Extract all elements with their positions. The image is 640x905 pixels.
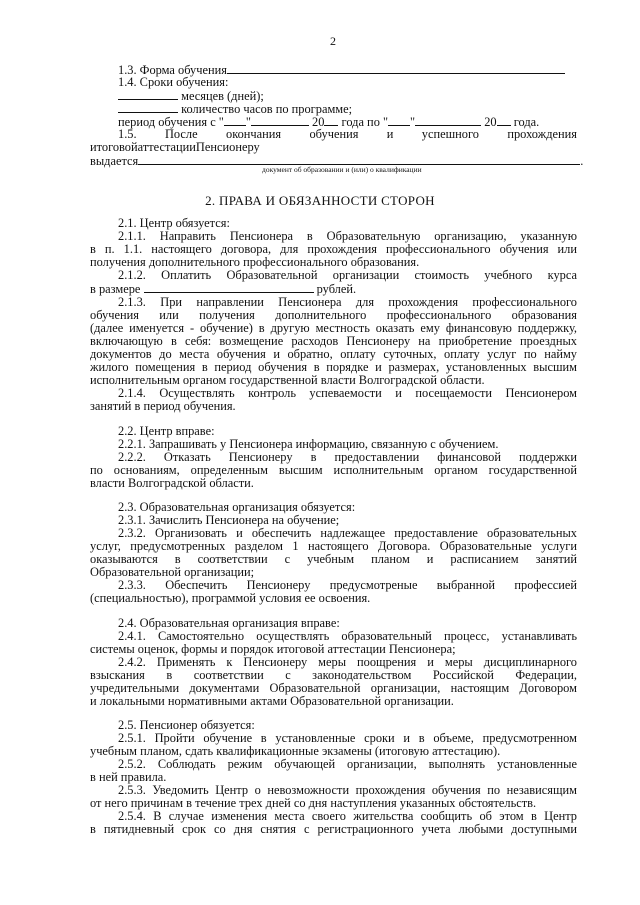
text-line: в ней правила. — [90, 770, 167, 784]
page-number: 2 — [330, 34, 336, 48]
text-line: получения дополнительного профессионального образования. — [90, 255, 420, 269]
text-line: 2.1.4. Осуществлять контроль успеваемости и посещаемости Пенсионером — [118, 386, 577, 400]
text-line: 2.5.4. В случае изменения места своего жительства сообщить об этом в Центр — [118, 809, 577, 823]
text-line: (специальностью), программой условия ее освоения. — [90, 591, 371, 605]
text-line: 2.2.2. Отказать Пенсионеру в предоставлении финансовой поддержки — [118, 450, 577, 464]
text-line: 2.4.1. Самостоятельно осуществлять образовательный процесс, устанавливать — [118, 629, 577, 643]
period-text: " — [410, 115, 416, 129]
months-blank — [118, 88, 178, 100]
course-cost-line — [90, 281, 356, 296]
cost-label: в размере — [90, 282, 141, 296]
period-year-from-blank — [324, 114, 338, 126]
text-line: власти Волгоградской области. — [90, 476, 254, 490]
section-title: 2. ПРАВА И ОБЯЗАННОСТИ СТОРОН — [205, 193, 435, 208]
hours-blank — [118, 101, 178, 113]
text-line: 2.1.1. Направить Пенсионера в Образовательную организацию, указанную — [118, 229, 577, 243]
text-line: 2.1.2. Оплатить Образовательной организации стоимость учебного курса — [118, 268, 577, 282]
text-line: 2.1.3. При направлении Пенсионера для прохождения профессионального — [118, 295, 577, 309]
clause-1-5-line: 1.5. После окончания обучения и успешного прохождения — [118, 127, 577, 141]
text-line: 2.1. Центр обязуется: — [118, 216, 230, 230]
cost-unit: рублей. — [316, 282, 357, 296]
text-line: учредительными документами Образовательной организации, настоящим Договором — [90, 681, 577, 695]
text-line: занятий в период обучения. — [90, 399, 236, 413]
terms-heading: 1.4. Сроки обучения: — [118, 75, 229, 89]
text-line: оказываются в соответствии с учебным планом и расписанием занятий — [90, 552, 577, 566]
text-line: услуг, предусмотренных разделом 1 настоящего Договора. Образовательные услуги — [90, 539, 577, 553]
period-text: года по " — [341, 115, 389, 129]
text-line: 2.4. Образовательная организация вправе: — [118, 616, 340, 630]
text-line: в п. 1.1. настоящего договора, для прохождения профессионального обучения или — [90, 242, 577, 256]
document-blank — [138, 153, 580, 165]
text-line: учебным планом, сдать квалификационные экзамены (итоговую аттестацию). — [90, 744, 501, 758]
hours-label: количество часов по программе; — [181, 102, 353, 116]
months-label: месяцев (дней); — [181, 89, 264, 103]
text-line: 2.3. Образовательная организация обязуется: — [118, 500, 356, 514]
text-line: по основаниям, определенным высшим исполнительным органом государственной — [90, 463, 577, 477]
form-of-study-label: 1.3. Форма обучения — [118, 63, 227, 77]
period-text: период обучения с " — [118, 115, 224, 129]
text-line: Образовательной организации; — [90, 565, 255, 579]
text-line: в пятидневный срок со дня снятия с регистрационного учета любыми доступными — [90, 822, 577, 836]
text-line: взыскания в соответствии с законодательством Российской Федерации, — [90, 668, 577, 682]
period-text: 20 — [312, 115, 325, 129]
text-line: 2.3.1. Зачислить Пенсионера на обучение; — [118, 513, 340, 527]
text-line: 2.5.3. Уведомить Центр о невозможности прохождения обучения по независящим — [118, 783, 577, 797]
text-line: 2.3.2. Организовать и обеспечить надлежащее предоставление образовательных — [118, 526, 577, 540]
text-line: 2.5.2. Соблюдать режим обучающей организации, выполнять установленные — [118, 757, 577, 771]
text-line: и локальными нормативными актами Образовательной организации. — [90, 694, 454, 708]
period-text: 20 — [484, 115, 497, 129]
text-line: системы оценок, формы и порядок итоговой аттестации Пенсионера; — [90, 642, 456, 656]
document-caption: документ об образовании и (или) о квалификации — [262, 165, 422, 174]
form-of-study-blank — [227, 62, 565, 74]
period-month-from-blank — [251, 114, 309, 126]
clause-1-5-continuation: итоговойаттестацииПенсионеру — [90, 140, 260, 154]
text-line: 2.4.2. Применять к Пенсионеру меры поощрения и меры дисциплинарного — [118, 655, 577, 669]
period-text: " — [245, 115, 251, 129]
cost-blank — [144, 281, 314, 293]
text-line: (далее именуется - обучение) в другую местность оказать ему финансовую поддержку, — [90, 321, 577, 335]
text-line: 2.2. Центр вправе: — [118, 424, 215, 438]
period-text: года. — [513, 115, 540, 129]
text-line: 2.5. Пенсионер обязуется: — [118, 718, 255, 732]
period-day-to-blank — [388, 114, 410, 126]
text-line: обучения или получения дополнительного профессионального образования — [90, 308, 577, 322]
text-line: 2.5.1. Пройти обучение в установленные сроки и в объеме, предусмотренном — [118, 731, 577, 745]
period-day-from-blank — [224, 114, 246, 126]
issued-label: выдается — [90, 154, 139, 168]
issued-period: . — [580, 154, 584, 168]
text-line: включающую в себя: возмещение расходов Пенсионеру на приобретение проездных — [90, 334, 577, 348]
text-line: жилого помещения в период обучения в порядке и размерах, установленных высшим — [90, 360, 577, 374]
text-line: документов до места обучения и обратно, оплату суточных, оплату услуг по найму — [90, 347, 577, 361]
text-line: 2.2.1. Запрашивать у Пенсионера информацию, связанную с обучением. — [118, 437, 499, 451]
period-year-to-blank — [497, 114, 511, 126]
text-line: 2.3.3. Обеспечить Пенсионеру предусмотреные выбранной профессией — [118, 578, 577, 592]
text-line: от него причинам в течение трех дней со дня наступления указанных обстоятельств. — [90, 796, 537, 810]
text-line: исполнительным органом государственной власти Волгоградской области. — [90, 373, 485, 387]
period-month-to-blank — [415, 114, 481, 126]
